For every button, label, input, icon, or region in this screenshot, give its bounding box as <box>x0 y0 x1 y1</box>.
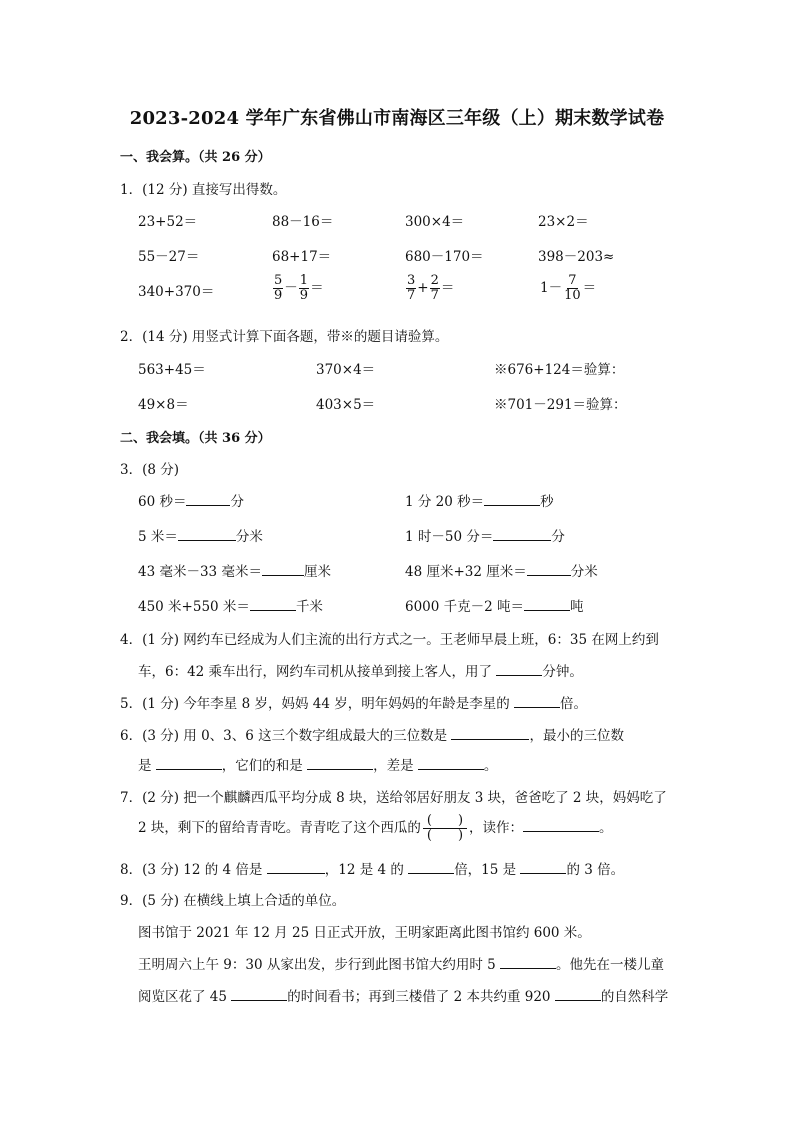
question-7-line1: 7．(2 分) 把一个麒麟西瓜平均分成 8 块，送给邻居好朋友 3 块，爸爸吃了 2 块，妈妈吃了 <box>120 790 667 806</box>
fraction-answer-box[interactable] <box>423 814 467 843</box>
operator: 1－ <box>540 280 563 296</box>
answer-blank[interactable] <box>418 757 484 770</box>
answer-blank[interactable] <box>231 988 287 1001</box>
answer-blank[interactable] <box>484 493 540 506</box>
answer-blank[interactable] <box>250 598 296 611</box>
q2-item: ※701－291＝验算： <box>494 397 627 413</box>
q1-item: 68+17＝ <box>272 249 332 265</box>
answer-blank[interactable] <box>156 757 222 770</box>
fraction-denominator: 9 <box>274 288 283 303</box>
q1-item: 23+52＝ <box>138 214 198 230</box>
q1-item: 300×4＝ <box>405 214 465 230</box>
q3-unit: 千米 <box>295 599 323 615</box>
q1-item: 88－16＝ <box>272 214 334 230</box>
q8-text: 倍，15 是 <box>454 862 517 878</box>
q3-item <box>405 560 598 580</box>
q4-text: 分钟。 <box>542 664 583 680</box>
question-9-line1: 图书馆于 2021 年 12 月 25 日正式开放，王明家距离此图书馆约 600 米。 <box>138 925 591 941</box>
fraction-numerator: 2 <box>430 273 439 288</box>
q7-text: 2 块，剩下的留给青青吃。青青吃了这个西瓜的 <box>138 820 421 836</box>
section-heading-fill: 二、我会填。（共 36 分） <box>120 431 271 446</box>
q6-text: ，差是 <box>373 758 414 774</box>
answer-blank[interactable] <box>496 663 542 676</box>
question-9-stem: 9．(5 分) 在横线上填上合适的单位。 <box>120 893 346 909</box>
q3-item <box>138 595 323 615</box>
question-7-line2 <box>138 814 613 843</box>
q3-unit: 分米 <box>235 529 263 545</box>
answer-blank[interactable] <box>186 493 230 506</box>
operator: － <box>284 280 298 296</box>
q1-fraction-item <box>405 274 454 303</box>
q8-text: 的 3 倍。 <box>566 862 625 878</box>
fraction-denominator: 7 <box>430 288 439 303</box>
fraction-numerator: 1 <box>299 273 309 288</box>
q1-item: 398－203≈ <box>538 249 615 265</box>
fraction-denominator: 7 <box>407 288 416 303</box>
q3-unit: 分米 <box>570 564 598 580</box>
answer-blank[interactable] <box>408 861 454 874</box>
q6-text: ，最小的三位数 <box>529 728 624 744</box>
q2-item: 403×5＝ <box>316 397 376 413</box>
answer-blank[interactable] <box>493 528 551 541</box>
answer-blank[interactable] <box>451 727 529 740</box>
question-4-line1: 4．(1 分) 网约车已经成为人们主流的出行方式之一。王老师早晨上班，6：35 在网上约到 <box>120 632 659 648</box>
q3-item <box>138 560 331 580</box>
q8-text: ，12 是 4 的 <box>324 862 404 878</box>
q6-text: ，它们的和是 <box>221 758 303 774</box>
page-title: 2023-2024 学年广东省佛山市南海区三年级（上）期末数学试卷 <box>129 108 665 129</box>
q1-item: 55－27＝ <box>138 249 200 265</box>
answer-blank[interactable] <box>262 563 304 576</box>
fraction-numerator: 3 <box>407 273 416 288</box>
equals: ＝ <box>310 280 324 296</box>
q3-prompt: 1 分 20 秒＝ <box>405 494 485 510</box>
question-9-line3 <box>138 985 668 1005</box>
question-8 <box>120 858 624 878</box>
q2-item: 370×4＝ <box>316 362 376 378</box>
question-6-line1 <box>120 724 624 744</box>
q7-text: 。 <box>599 820 613 836</box>
q6-text: 6．(3 分) 用 0、3、6 这三个数字组成最大的三位数是 <box>120 728 448 744</box>
question-2-stem: 2．(14 分) 用竖式计算下面各题，带※的题目请验算。 <box>120 329 449 345</box>
answer-blank[interactable] <box>524 598 570 611</box>
q9-text: 王明周六上午 9：30 从家出发，步行到此图书馆大约用时 5 <box>138 957 496 973</box>
q3-item <box>405 525 565 545</box>
question-9-line2 <box>138 953 664 973</box>
fraction-numerator: ( ) <box>423 814 467 829</box>
q3-unit: 分 <box>230 494 244 510</box>
q3-prompt: 6000 千克－2 吨＝ <box>405 599 525 615</box>
q3-prompt: 450 米+550 米＝ <box>138 599 250 615</box>
question-3-stem: 3．(8 分) <box>120 462 180 478</box>
fraction-numerator: 5 <box>274 273 283 288</box>
q3-unit: 厘米 <box>303 564 331 580</box>
q9-text: 。他先在一楼儿童 <box>556 957 665 973</box>
q1-fraction-item <box>540 274 596 303</box>
answer-blank[interactable] <box>514 695 560 708</box>
q1-item: 680－170＝ <box>405 249 484 265</box>
answer-blank[interactable] <box>267 861 325 874</box>
answer-blank[interactable] <box>555 988 601 1001</box>
equals: ＝ <box>440 280 455 296</box>
q4-text: 车，6：42 乘车出行，网约车司机从接单到接上客人，用了 <box>138 664 493 680</box>
fraction-denominator: 9 <box>299 288 309 303</box>
q1-fraction-item <box>272 274 324 303</box>
q1-item: 23×2＝ <box>538 214 589 230</box>
q3-prompt: 1 时－50 分＝ <box>405 529 494 545</box>
q3-prompt: 5 米＝ <box>138 529 178 545</box>
q3-item <box>405 490 554 510</box>
q2-item: 563+45＝ <box>138 362 206 378</box>
fraction-numerator: 7 <box>568 273 577 288</box>
section-heading-calc: 一、我会算。（共 26 分） <box>120 150 271 165</box>
answer-blank[interactable] <box>520 861 566 874</box>
question-4-line2 <box>138 660 583 680</box>
q3-unit: 分 <box>551 529 565 545</box>
q3-item <box>405 595 584 615</box>
q3-item <box>138 490 244 510</box>
q9-text: 的时间看书；再到三楼借了 2 本共约重 920 <box>287 989 551 1005</box>
q2-item: ※676+124＝验算： <box>494 362 625 378</box>
answer-blank[interactable] <box>523 819 599 832</box>
q5-text: 5．(1 分) 今年李星 8 岁，妈妈 44 岁，明年妈妈的年龄是李星的 <box>120 696 510 712</box>
q3-unit: 秒 <box>540 494 554 510</box>
question-6-line2 <box>138 754 497 774</box>
answer-blank[interactable] <box>527 563 571 576</box>
q3-item <box>138 525 263 545</box>
q3-prompt: 48 厘米+32 厘米＝ <box>405 564 527 580</box>
fraction-denominator: ( ) <box>426 828 464 843</box>
q2-item: 49×8＝ <box>138 397 189 413</box>
q6-text: 是 <box>138 758 152 774</box>
question-5 <box>120 692 587 712</box>
q8-text: 8．(3 分) 12 的 4 倍是 <box>120 862 263 878</box>
q3-prompt: 43 毫米－33 毫米＝ <box>138 564 262 580</box>
question-1-stem: 1．(12 分) 直接写出得数。 <box>120 182 287 198</box>
fraction-denominator: 10 <box>564 288 581 303</box>
equals: ＝ <box>582 280 597 296</box>
answer-blank[interactable] <box>307 757 373 770</box>
q3-unit: 吨 <box>570 599 584 615</box>
answer-blank[interactable] <box>178 528 236 541</box>
q5-text: 倍。 <box>560 696 588 712</box>
q1-item: 340+370＝ <box>138 284 215 300</box>
q7-text: ，读作： <box>469 820 524 836</box>
q3-prompt: 60 秒＝ <box>138 494 187 510</box>
q6-text: 。 <box>483 758 498 774</box>
operator: + <box>417 280 429 296</box>
q9-text: 阅览区花了 45 <box>138 989 227 1005</box>
q9-text: 的自然科学 <box>600 989 669 1005</box>
answer-blank[interactable] <box>500 956 556 969</box>
